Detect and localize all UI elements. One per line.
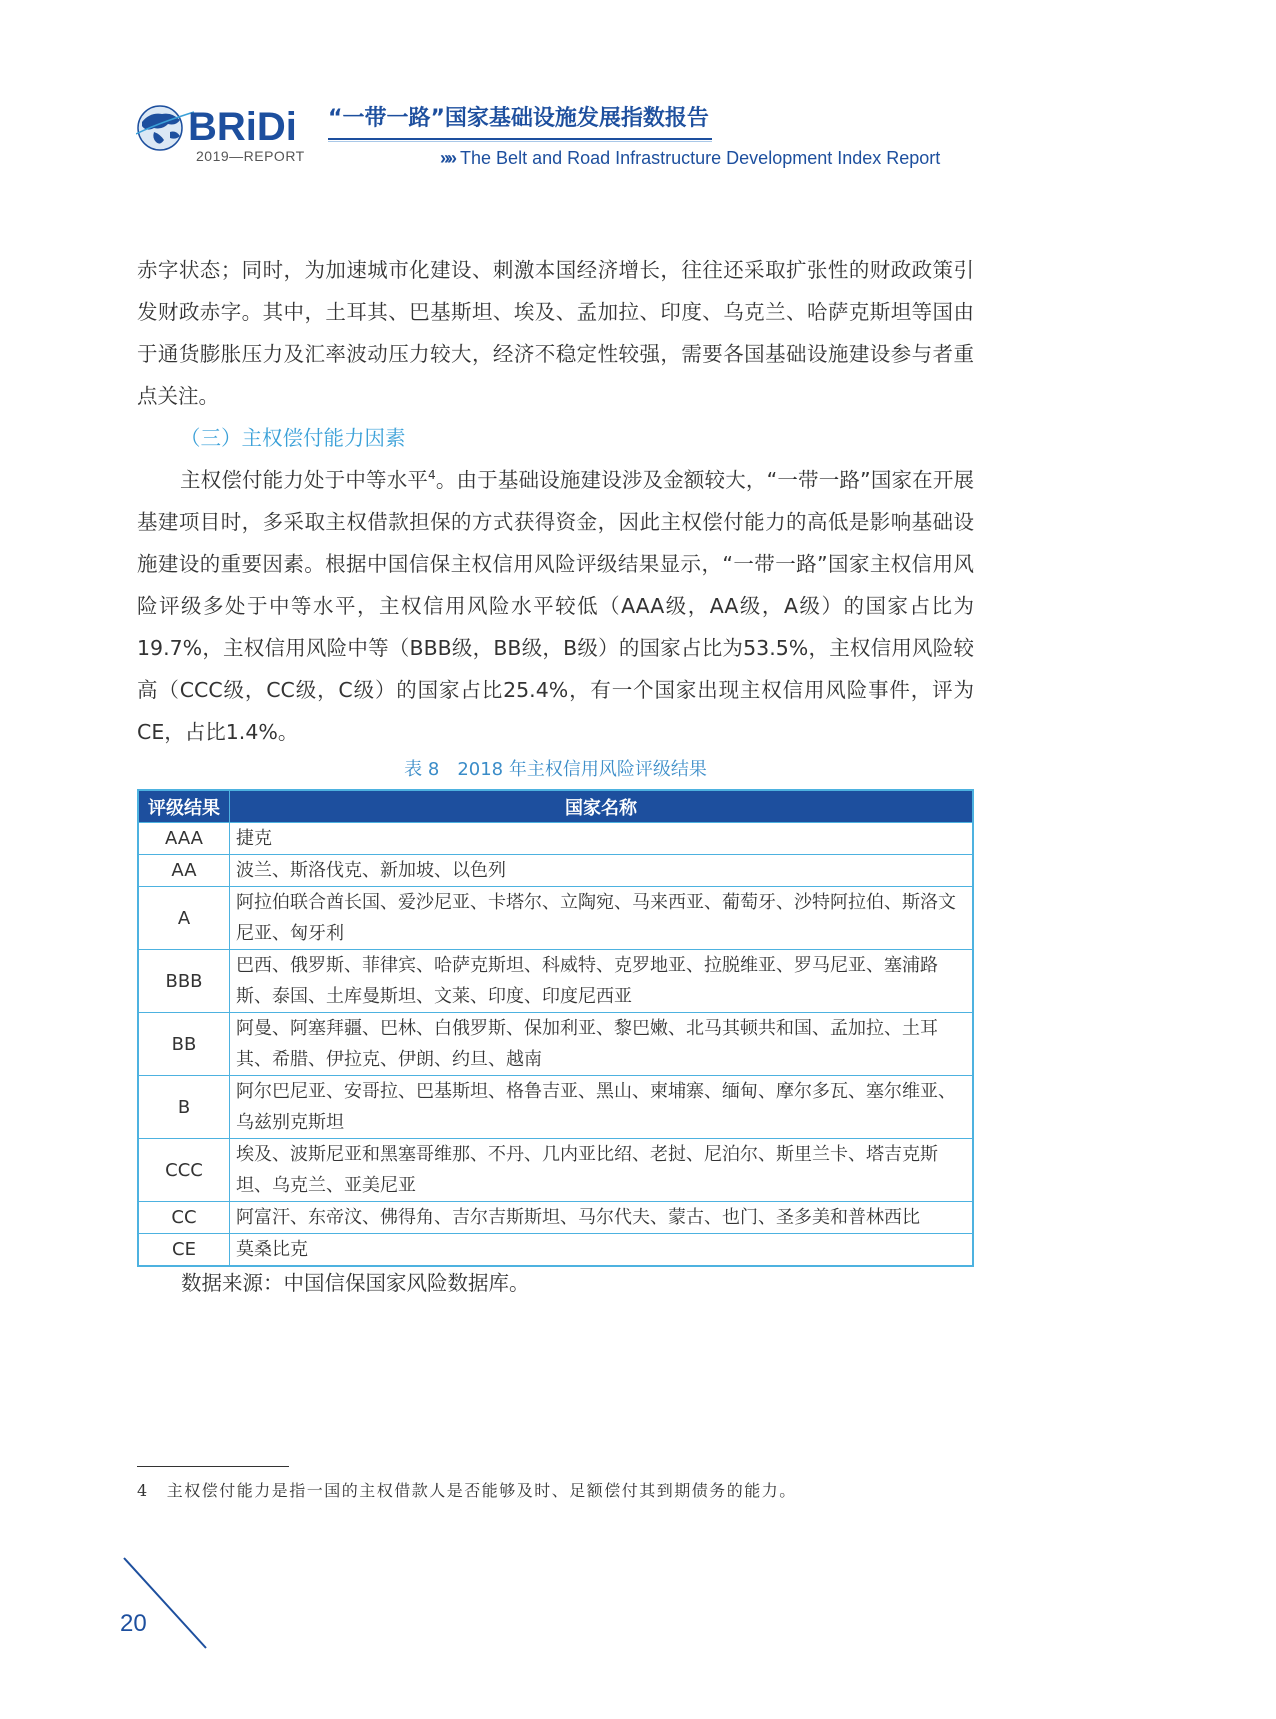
grade-cell: BB: [138, 1013, 230, 1076]
section-heading: （三）主权偿付能力因素: [180, 426, 406, 450]
grade-cell: BBB: [138, 950, 230, 1013]
paragraph-sovereign: [137, 459, 974, 753]
grade-cell: AAA: [138, 823, 230, 855]
table-row: [138, 887, 973, 950]
table-row: [138, 1234, 973, 1267]
countries-cell: 捷克: [230, 823, 974, 855]
countries-cell: 阿尔巴尼亚、安哥拉、巴基斯坦、格鲁吉亚、黑山、柬埔寨、缅甸、摩尔多瓦、塞尔维亚、乌兹别克斯坦: [230, 1076, 974, 1139]
table-header-row: [138, 790, 973, 823]
header-divider: [328, 138, 712, 140]
footnote-divider: [137, 1466, 289, 1467]
footnote-number: 4: [137, 1481, 149, 1500]
countries-cell: 阿富汗、东帝汶、佛得角、吉尔吉斯斯坦、马尔代夫、蒙古、也门、圣多美和普林西比: [230, 1202, 974, 1234]
grade-cell: CC: [138, 1202, 230, 1234]
chevrons-icon: »»: [440, 148, 455, 168]
report-logo: [136, 104, 306, 166]
countries-cell: 莫桑比克: [230, 1234, 974, 1267]
table-row: [138, 1013, 973, 1076]
rating-table: [137, 789, 974, 1267]
paragraph-sovereign-start: 主权偿付能力处于中等水平: [180, 468, 429, 492]
body-text: [137, 249, 974, 753]
footnote-text: 主权偿付能力是指一国的主权借款人是否能够及时、足额偿付其到期债务的能力。: [166, 1481, 797, 1500]
countries-cell: 阿拉伯联合酋长国、爱沙尼亚、卡塔尔、立陶宛、马来西亚、葡萄牙、沙特阿拉伯、斯洛文尼亚、匈牙利: [230, 887, 974, 950]
header-divider-thin: [328, 141, 712, 142]
grade-cell: CCC: [138, 1139, 230, 1202]
page-number: 20: [120, 1610, 147, 1637]
data-source: 数据来源：中国信保国家风险数据库。: [181, 1271, 530, 1295]
paragraph-fiscal: 赤字状态；同时，为加速城市化建设、刺激本国经济增长，往往还采取扩张性的财政政策引发财政赤字。其中，土耳其、巴基斯坦、埃及、孟加拉、印度、乌克兰、哈萨克斯坦等国由于通货膨胀压力及汇率波动压力较大，经济不稳定性较强，需要各国基础设施建设参与者重点关注。: [137, 258, 974, 408]
table-row: [138, 1202, 973, 1234]
grade-cell: B: [138, 1076, 230, 1139]
report-title-en: [440, 146, 940, 170]
grade-cell: AA: [138, 855, 230, 887]
table-row: [138, 823, 973, 855]
countries-cell: 阿曼、阿塞拜疆、巴林、白俄罗斯、保加利亚、黎巴嫩、北马其顿共和国、孟加拉、土耳其、希腊、伊拉克、伊朗、约旦、越南: [230, 1013, 974, 1076]
footnote-ref[interactable]: 4: [428, 468, 436, 483]
countries-cell: 埃及、波斯尼亚和黑塞哥维那、不丹、几内亚比绍、老挝、尼泊尔、斯里兰卡、塔吉克斯坦、乌克兰、亚美尼亚: [230, 1139, 974, 1202]
paragraph-sovereign-rest: 。由于基础设施建设涉及金额较大，“一带一路”国家在开展基建项目时，多采取主权借款担保的方式获得资金，因此主权偿付能力的高低是影响基础设施建设的重要因素。根据中国信保主权信用风险评级结果显示，“一带一路”国家主权信用风险评级多处于中等水平，主权信用风险水平较低（AAA级，AA级，A级）的国家占比为19.7%，主权信用风险中等（BBB级，BB级，B级）的国家占比为53.5%，主权信用风险较高（CCC级，CC级，C级）的国家占比25.4%，有一个国家出现主权信用风险事件，评为CE，占比1.4%。: [137, 468, 975, 744]
grade-cell: CE: [138, 1234, 230, 1267]
table-row: [138, 855, 973, 887]
grade-cell: A: [138, 887, 230, 950]
table-row: [138, 1076, 973, 1139]
countries-cell: 波兰、斯洛伐克、新加坡、以色列: [230, 855, 974, 887]
header-grade: 评级结果: [138, 790, 230, 823]
countries-cell: 巴西、俄罗斯、菲律宾、哈萨克斯坦、科威特、克罗地亚、拉脱维亚、罗马尼亚、塞浦路斯、泰国、土库曼斯坦、文莱、印度、印度尼西亚: [230, 950, 974, 1013]
report-title-en-text: The Belt and Road Infrastructure Development Index Report: [460, 148, 941, 168]
logo-wordmark: BRiDi: [188, 105, 297, 149]
footnote: [137, 1478, 797, 1504]
globe-icon: [136, 104, 196, 152]
report-title-cn: “一带一路”国家基础设施发展指数报告: [328, 106, 709, 131]
table-row: [138, 1139, 973, 1202]
table-caption: 表 8 2018 年主权信用风险评级结果: [404, 759, 707, 780]
table-row: [138, 950, 973, 1013]
header-countries: 国家名称: [230, 790, 974, 823]
logo-subtitle: 2019—REPORT: [196, 148, 305, 164]
